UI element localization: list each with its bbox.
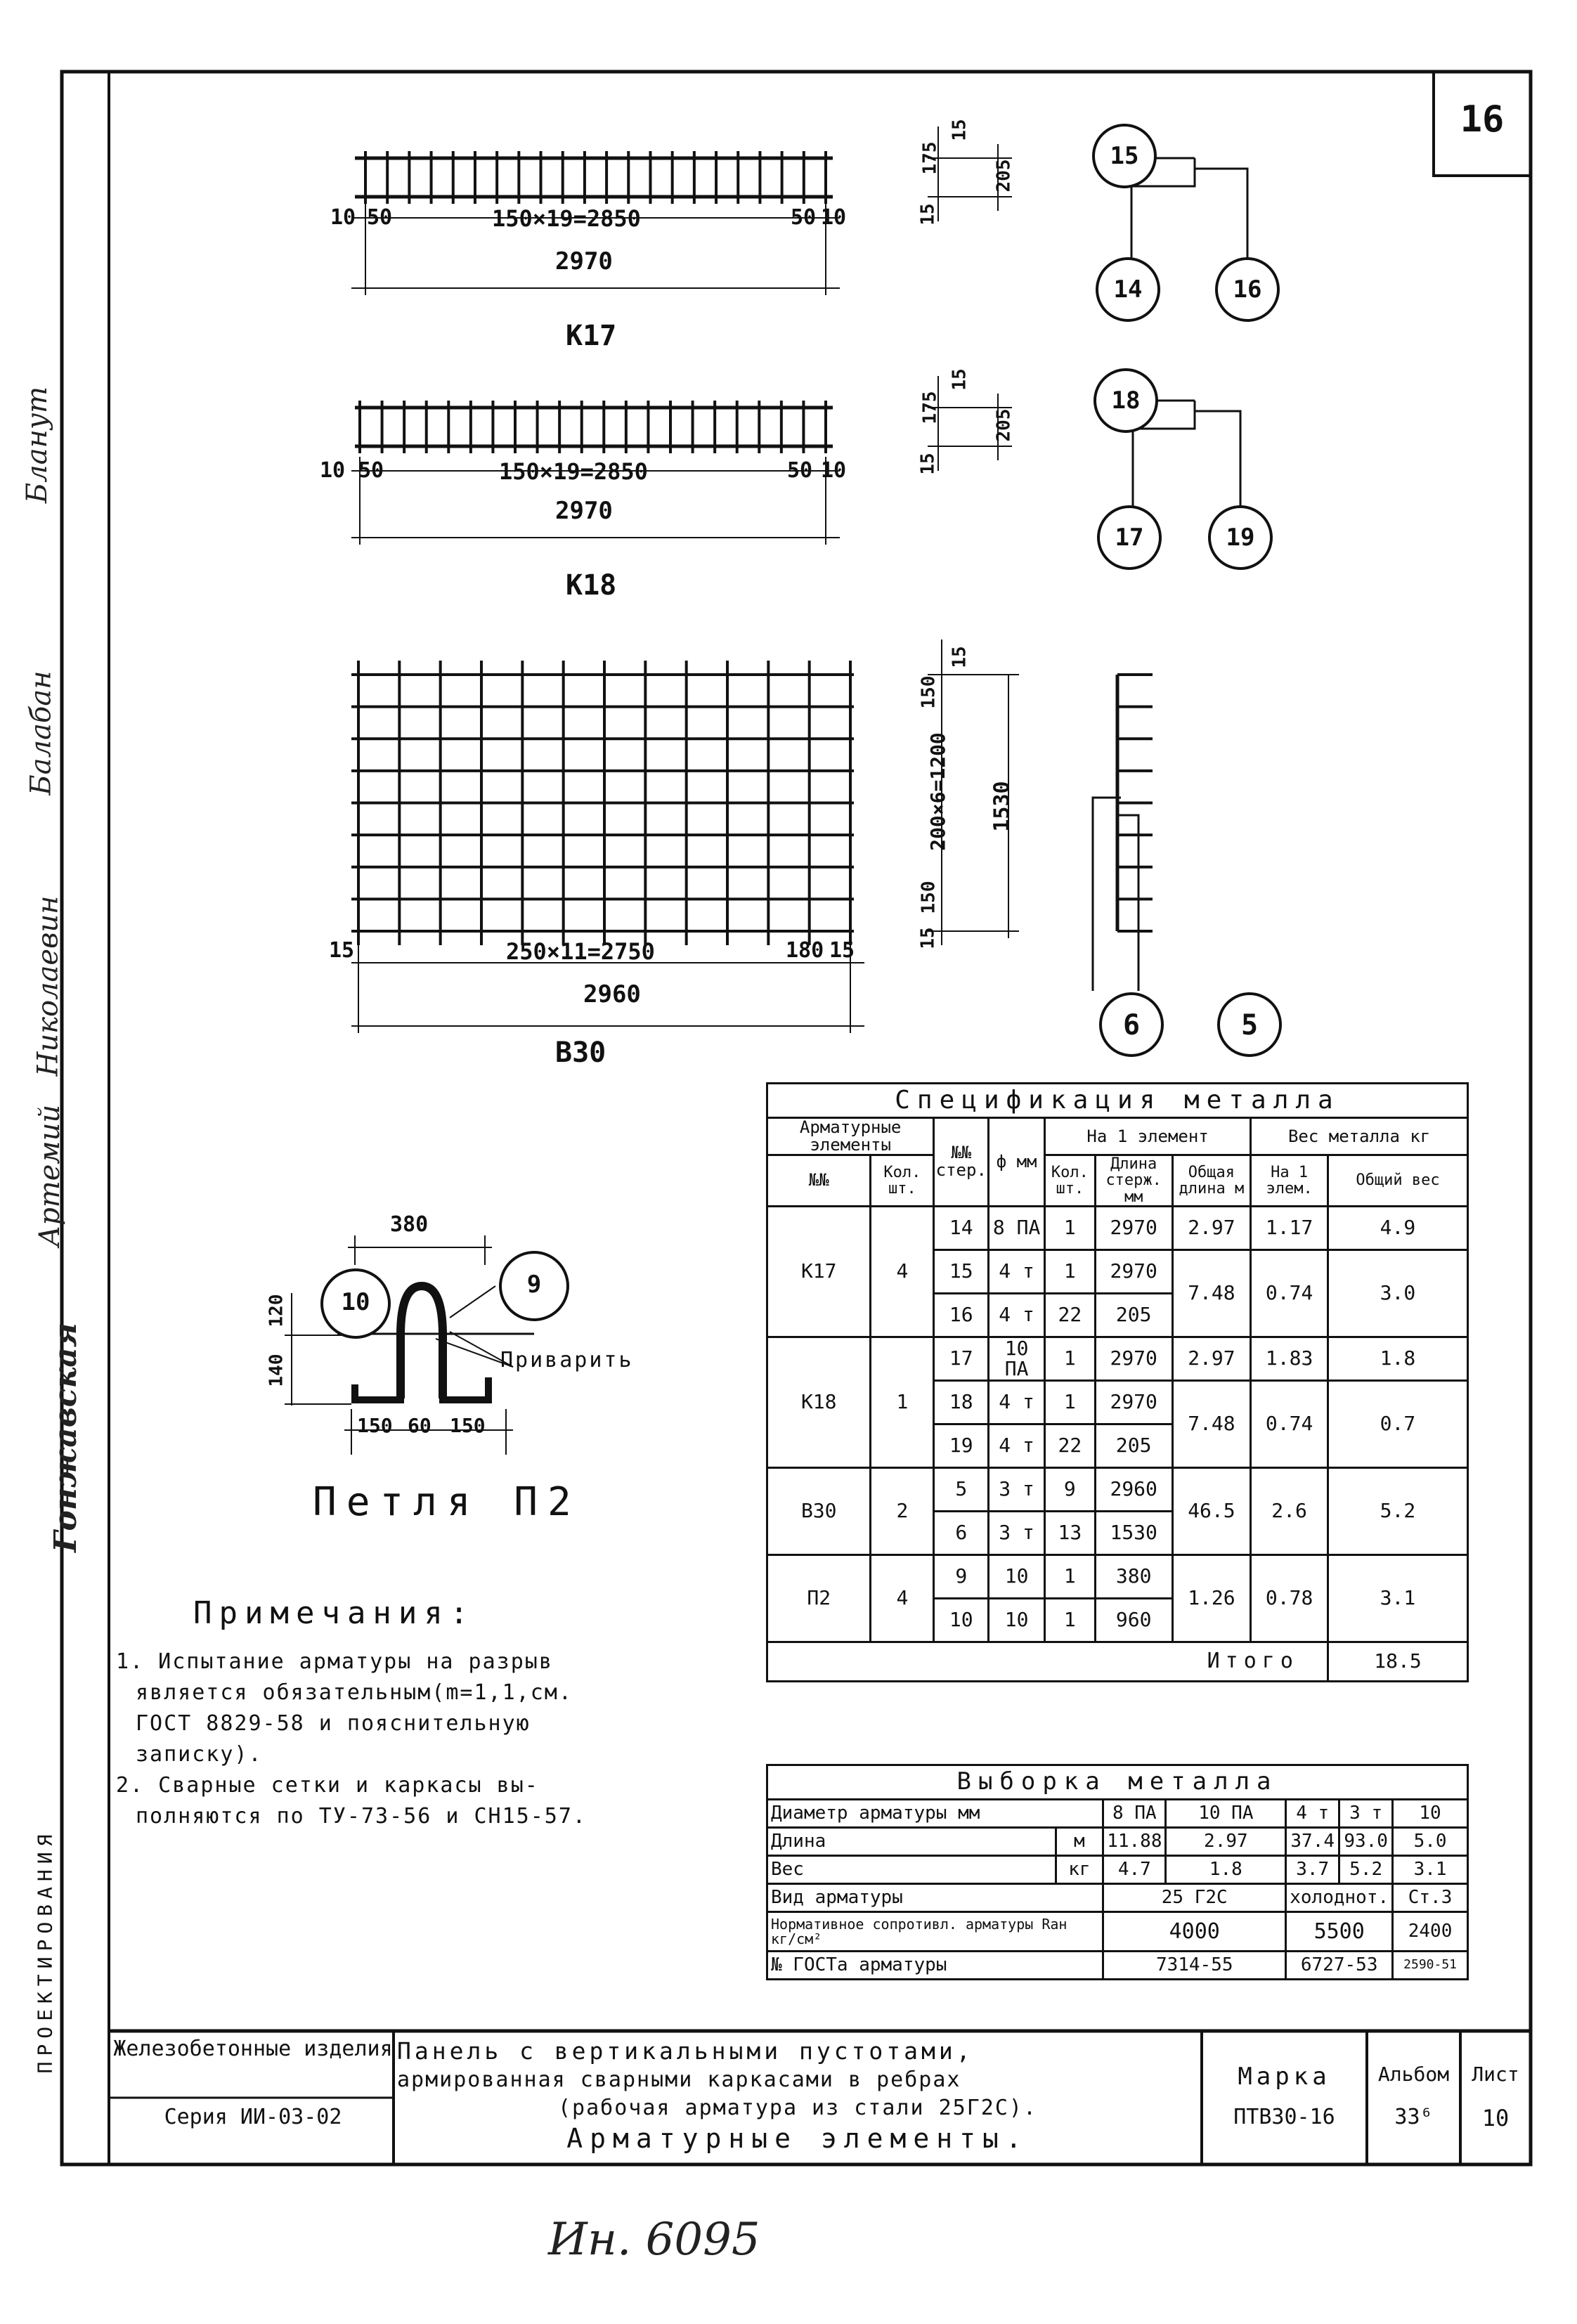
spec-row (767, 1467, 1468, 1511)
p2-weld-label: Приварить (500, 1348, 634, 1372)
sheet-corner-number: 16 (1460, 98, 1505, 141)
vyb-diam-label: Диаметр арматуры мм (767, 1800, 1103, 1828)
b30-dim-right: 15 (829, 938, 855, 963)
vyborka-table (766, 1764, 1469, 1980)
spec-wt: 1.8 (1328, 1337, 1467, 1380)
b30-h-1200: 200×6=1200 (926, 732, 949, 851)
spec-diam: 4 т (989, 1424, 1045, 1467)
vyb-gost-value: 7314-55 (1103, 1952, 1286, 1980)
vyb-norm-value: 4000 (1103, 1912, 1286, 1952)
b30-dim-right2: 180 (786, 938, 824, 963)
spec-rodno: 9 (934, 1554, 989, 1598)
tb-center-line-2: армированная сварными каркасами в ребрах (397, 2067, 961, 2092)
vyb-norm-value: 5500 (1286, 1912, 1393, 1952)
tb-center-line-1: Панель с вертикальными пустотами, (397, 2037, 974, 2065)
spec-pcs: 1 (1044, 1598, 1095, 1642)
p2-dim-60: 60 (408, 1414, 431, 1437)
spec-rodno: 18 (934, 1380, 989, 1424)
k18-dim-left2: 50 (358, 458, 384, 483)
signature-2: Балабан (25, 670, 58, 796)
spec-diam: 3 т (989, 1511, 1045, 1554)
b30-h-150b: 150 (918, 881, 940, 914)
vyb-len-value: 5.0 (1393, 1828, 1468, 1856)
tb-series: Серия ИИ-03-02 (164, 2105, 342, 2129)
note-line-1: 1. Испытание арматуры на разрыв (116, 1649, 553, 1674)
vyb-w-value: 3.7 (1286, 1856, 1339, 1884)
k18-h-15a: 15 (949, 368, 971, 391)
spec-table-block (766, 1082, 1469, 1682)
spec-rodno: 5 (934, 1467, 989, 1511)
spec-pcs: 13 (1044, 1511, 1095, 1554)
tb-sheet-value: 10 (1481, 2105, 1510, 2131)
spec-w1: 1.83 (1251, 1337, 1328, 1380)
spec-len: 205 (1095, 1293, 1172, 1337)
signature-5: Гонжавская (47, 1323, 84, 1552)
k18-title: К18 (566, 569, 617, 602)
k17-total: 2970 (555, 247, 613, 275)
spec-pcs: 1 (1044, 1206, 1095, 1249)
spec-total-value: 18.5 (1328, 1642, 1467, 1681)
tb-album-label: Альбом (1377, 2063, 1450, 2086)
spec-totallen: 7.48 (1172, 1249, 1251, 1337)
vyb-len-label: Длина (767, 1828, 1056, 1856)
spec-w1: 0.78 (1251, 1554, 1328, 1642)
p2-dim-380: 380 (390, 1212, 429, 1237)
k18-dim-right2: 50 (787, 458, 813, 483)
k17-dim-right2: 50 (791, 205, 817, 230)
spec-diam: 4 т (989, 1249, 1045, 1293)
spec-mark: К17 (767, 1206, 871, 1337)
callout-6: 6 (1122, 1009, 1141, 1041)
spec-h-elements: Арматурные элементы (767, 1118, 934, 1155)
k17-h-175: 175 (919, 141, 941, 175)
k17-h-15b: 15 (917, 203, 939, 226)
spec-pcs: 1 (1044, 1249, 1095, 1293)
spec-len: 2970 (1095, 1337, 1172, 1380)
tb-album-value: 33⁶ (1394, 2105, 1433, 2129)
vyb-diam-value: 4 т (1286, 1800, 1339, 1828)
vyb-gost-value: 2590-51 (1393, 1952, 1468, 1980)
spec-mark: П2 (767, 1554, 871, 1642)
mesh-b30-drawing (351, 640, 1280, 1056)
vyb-kind-value: холоднот. (1286, 1884, 1393, 1912)
spec-pcs: 22 (1044, 1293, 1095, 1337)
spec-pcs: 1 (1044, 1337, 1095, 1380)
k17-dim-left: 10 (330, 205, 356, 230)
b30-h-15b: 15 (917, 927, 939, 949)
spec-len: 2960 (1095, 1467, 1172, 1511)
b30-title: В30 (555, 1037, 606, 1069)
vyb-len-value: 2.97 (1166, 1828, 1286, 1856)
spec-w1: 0.74 (1251, 1380, 1328, 1467)
spec-h-rodno: №№ стер. (934, 1118, 989, 1207)
spec-row (767, 1554, 1468, 1598)
spec-diam: 4 т (989, 1380, 1045, 1424)
spec-qty: 1 (871, 1337, 934, 1467)
k17-title: К17 (566, 320, 617, 352)
note-line-4: записку). (136, 1742, 263, 1767)
p2-title: Петля П2 (313, 1479, 581, 1525)
signature-1: Бланут (21, 386, 54, 504)
spec-h-weight: Вес металла кг (1251, 1118, 1468, 1155)
vyborka-title: Выборка металла (767, 1765, 1468, 1800)
spec-qty: 4 (871, 1554, 934, 1642)
vyb-len-value: 37.4 (1286, 1828, 1339, 1856)
vyborka-block (766, 1764, 1469, 1980)
spec-mark: К18 (767, 1337, 871, 1467)
spec-rodno: 14 (934, 1206, 989, 1249)
note-line-5: 2. Сварные сетки и каркасы вы- (116, 1773, 539, 1798)
vyb-w-value: 1.8 (1166, 1856, 1286, 1884)
spec-title: Спецификация металла (767, 1084, 1468, 1118)
k18-dim-right: 10 (821, 458, 847, 483)
spec-pcs: 1 (1044, 1554, 1095, 1598)
tb-mark-value: ПТВ30-16 (1233, 2105, 1335, 2129)
spec-diam: 3 т (989, 1467, 1045, 1511)
p2-dim-150a: 150 (357, 1414, 393, 1437)
k17-dim-right: 10 (821, 205, 847, 230)
vyb-w-unit: кг (1056, 1856, 1103, 1884)
spec-rodno: 6 (934, 1511, 989, 1554)
spec-totallen: 1.26 (1172, 1554, 1251, 1642)
k17-dim-left2: 50 (367, 205, 393, 230)
spec-diam: 10 (989, 1598, 1045, 1642)
vyb-len-value: 93.0 (1339, 1828, 1393, 1856)
k17-h-205: 205 (993, 159, 1015, 193)
spec-h-diam: ф мм (989, 1118, 1045, 1207)
spec-len: 960 (1095, 1598, 1172, 1642)
signature-3: Николаевин (32, 895, 65, 1077)
spec-qty: 4 (871, 1206, 934, 1337)
vyb-w-value: 5.2 (1339, 1856, 1393, 1884)
spec-wt: 3.0 (1328, 1249, 1467, 1337)
notes-block (116, 1595, 762, 1832)
callout-10: 10 (341, 1288, 370, 1316)
vyb-diam-value: 10 (1393, 1800, 1468, 1828)
vyb-kind-value: Ст.3 (1393, 1884, 1468, 1912)
spec-pcs: 22 (1044, 1424, 1095, 1467)
vyb-len-unit: м (1056, 1828, 1103, 1856)
b30-total: 2960 (583, 980, 641, 1008)
spec-w1: 0.74 (1251, 1249, 1328, 1337)
callout-15: 15 (1110, 142, 1139, 170)
spec-w1: 2.6 (1251, 1467, 1328, 1554)
spec-h-per1: На 1 элем. (1251, 1155, 1328, 1206)
spec-totallen: 2.97 (1172, 1206, 1251, 1249)
tb-org: Железобетонные изделия (113, 2037, 393, 2061)
note-line-6: полняются по ТУ-73-56 и СН15-57. (136, 1804, 587, 1829)
spec-diam: 8 ПА (989, 1206, 1045, 1249)
callout-5: 5 (1240, 1009, 1259, 1041)
callout-14: 14 (1113, 275, 1143, 304)
callout-16: 16 (1233, 275, 1262, 304)
spec-row (767, 1337, 1468, 1380)
spec-pcs: 9 (1044, 1467, 1095, 1511)
vyb-w-label: Вес (767, 1856, 1056, 1884)
spec-table (766, 1082, 1469, 1682)
spec-rodno: 19 (934, 1424, 989, 1467)
callout-19: 19 (1226, 524, 1255, 552)
k18-dim-left: 10 (320, 458, 346, 483)
k18-dim-main: 150×19=2850 (499, 458, 648, 485)
notes-heading: Примечания: (193, 1595, 476, 1631)
vyb-w-value: 3.1 (1393, 1856, 1468, 1884)
spec-wt: 5.2 (1328, 1467, 1467, 1554)
b30-h-15a: 15 (949, 646, 971, 668)
spec-h-totalw: Общий вес (1328, 1155, 1467, 1206)
spec-rodno: 17 (934, 1337, 989, 1380)
spec-diam: 10 (989, 1554, 1045, 1598)
spec-h-qty: Кол. шт. (871, 1155, 934, 1206)
vyb-diam-value: 10 ПА (1166, 1800, 1286, 1828)
spec-h-totallen: Общая длина м (1172, 1155, 1251, 1206)
b30-h-150a: 150 (918, 675, 940, 709)
inventory-number: Ин. 6095 (548, 2214, 760, 2266)
spec-mark: В30 (767, 1467, 871, 1554)
vyb-w-value: 4.7 (1103, 1856, 1166, 1884)
spec-h-per-element: На 1 элемент (1044, 1118, 1250, 1155)
spec-totallen: 2.97 (1172, 1337, 1251, 1380)
vyb-norm-label: Нормативное сопротивл. арматуры Rан кг/см² (767, 1912, 1103, 1952)
spec-len: 1530 (1095, 1511, 1172, 1554)
spec-wt: 3.1 (1328, 1554, 1467, 1642)
b30-dim-left: 15 (329, 938, 355, 963)
callout-18: 18 (1111, 387, 1141, 415)
note-line-3: ГОСТ 8829-58 и пояснительную (136, 1711, 531, 1736)
k18-h-15b: 15 (917, 453, 939, 475)
spec-row (767, 1206, 1468, 1249)
spec-len: 2970 (1095, 1206, 1172, 1249)
spec-totallen: 7.48 (1172, 1380, 1251, 1467)
spec-rodno: 16 (934, 1293, 989, 1337)
spec-rodno: 15 (934, 1249, 989, 1293)
k17-dim-main: 150×19=2850 (492, 205, 641, 232)
spec-h-num: №№ (767, 1155, 871, 1206)
vyb-kind-value: 25 Г2С (1103, 1884, 1286, 1912)
k18-total: 2970 (555, 497, 613, 525)
spec-total-label: Итого (767, 1642, 1328, 1681)
tb-sheet-label: Лист (1472, 2063, 1519, 2086)
p2-dim-140: 140 (266, 1353, 287, 1387)
spec-h-pcs: Кол. шт. (1044, 1155, 1095, 1206)
spec-len: 2970 (1095, 1380, 1172, 1424)
margin-signatures (14, 365, 84, 2052)
margin-stamp: ПРОЕКТИРОВАНИЯ (33, 1829, 57, 2074)
k17-h-15a: 15 (949, 119, 971, 141)
signature-4: Артемий (34, 1104, 67, 1247)
vyb-gost-value: 6727-53 (1286, 1952, 1393, 1980)
spec-total-row (767, 1642, 1468, 1681)
vyb-diam-value: 8 ПА (1103, 1800, 1166, 1828)
tb-center (397, 2037, 1198, 2155)
vyb-len-value: 11.88 (1103, 1828, 1166, 1856)
tb-mark-label: Марка (1238, 2063, 1331, 2091)
tb-center-line-4: Арматурные элементы. (566, 2123, 1029, 2154)
spec-len: 205 (1095, 1424, 1172, 1467)
vyb-diam-value: 3 т (1339, 1800, 1393, 1828)
tb-center-line-3: (рабочая арматура из стали 25Г2С). (557, 2096, 1038, 2120)
spec-len: 380 (1095, 1554, 1172, 1598)
spec-wt: 4.9 (1328, 1206, 1467, 1249)
vyb-norm-value: 2400 (1393, 1912, 1468, 1952)
spec-w1: 1.17 (1251, 1206, 1328, 1249)
spec-totallen: 46.5 (1172, 1467, 1251, 1554)
vyb-gost-label: № ГОСТа арматуры (767, 1952, 1103, 1980)
spec-pcs: 1 (1044, 1380, 1095, 1424)
note-line-2: является обязательным(m=1,1,см. (136, 1680, 573, 1705)
spec-diam: 10 ПА (989, 1337, 1045, 1380)
spec-h-rodlen: Длина стерж. мм (1095, 1155, 1172, 1206)
spec-diam: 4 т (989, 1293, 1045, 1337)
b30-dim-main: 250×11=2750 (506, 938, 655, 965)
callout-9: 9 (526, 1271, 542, 1299)
p2-dim-150b: 150 (450, 1414, 486, 1437)
spec-len: 2970 (1095, 1249, 1172, 1293)
callout-17: 17 (1115, 524, 1144, 552)
spec-wt: 0.7 (1328, 1380, 1467, 1467)
k18-h-205: 205 (993, 408, 1015, 442)
b30-h-1530: 1530 (989, 781, 1015, 832)
spec-qty: 2 (871, 1467, 934, 1554)
spec-rodno: 10 (934, 1598, 989, 1642)
vyb-kind-label: Вид арматуры (767, 1884, 1103, 1912)
k18-h-175: 175 (919, 391, 941, 424)
p2-dim-120: 120 (266, 1294, 287, 1327)
